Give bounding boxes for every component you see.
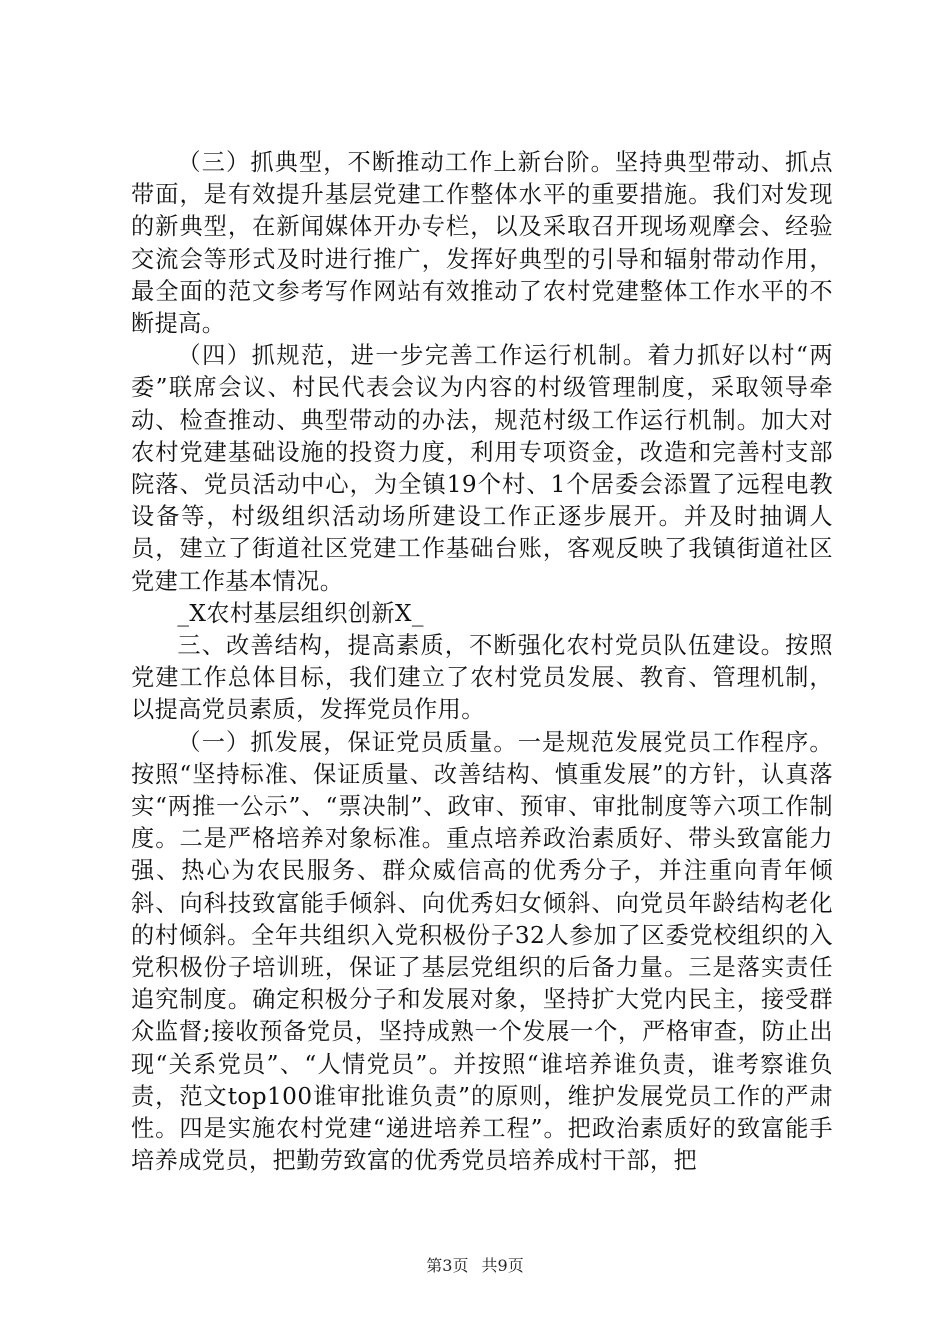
page-number: 第3页 [426, 1256, 469, 1275]
paragraph-standardization: （四）抓规范，进一步完善工作运行机制。着力抓好以村“两委”联席会议、村民代表会议为内容的村级管理制度，采取领导牵动、检查推动、典型带动的办法，规范村级工作运行机制。加大对农村党建基础设施的投资力度，利用专项资金，改造和完善村支部院落、党员活动中心，为全镇19个村、1个居委会添置了远程电教设备等，村级组织活动场所建设工作正逐步展开。并及时抽调人员，建立了街道社区党建工作基础台账，客观反映了我镇街道社区党建工作基本情况。 [131, 342, 833, 595]
page-total: 共9页 [481, 1256, 524, 1275]
page-footer [0, 1256, 950, 1276]
paragraph-member-development: （一）抓发展，保证党员质量。一是规范发展党员工作程序。按照“坚持标准、保证质量、改善结构、慎重发展”的方针，认真落实“两推一公示”、“票决制”、政审、预审、审批制度等六项工作制度。二是严格培养对象标准。重点培养政治素质好、带头致富能力强、热心为农民服务、群众威信高的优秀分子，并注重向青年倾斜、向科技致富能手倾斜、向优秀妇女倾斜、向党员年龄结构老化的村倾斜。全年共组织入党积极份子32人参加了区委党校组织的入党积极份子培训班，保证了基层党组织的后备力量。三是落实责任追究制度。确定积极分子和发展对象，坚持扩大党内民主，接受群众监督;接收预备党员，坚持成熟一个发展一个，严格审查，防止出现“关系党员”、“人情党员”。并按照“谁培养谁负责，谁考察谁负责，范文top100谁审批谁负责”的原则，维护发展党员工作的严肃性。四是实施农村党建“递进培养工程”。把政治素质好的致富能手培养成党员，把勤劳致富的优秀党员培养成村干部，把 [131, 728, 833, 1175]
paragraph-section-marker: _X农村基层组织创新X_ [177, 599, 424, 627]
paragraph-typical-examples: （三）抓典型，不断推动工作上新台阶。坚持典型带动、抓点带面，是有效提升基层党建工作整体水平的重要措施。我们对发现的新典型，在新闻媒体开办专栏，以及采取召开现场观摩会、经验交流会等形式及时进行推广，发挥好典型的引导和辐射带动作用，最全面的范文参考写作网站有效推动了农村党建整体工作水平的不断提高。 [131, 149, 833, 338]
paragraph-section-three-heading: 三、改善结构，提高素质，不断强化农村党员队伍建设。按照党建工作总体目标，我们建立了农村党员发展、教育、管理机制，以提高党员素质，发挥党员作用。 [131, 632, 833, 724]
document-body [131, 147, 833, 1178]
